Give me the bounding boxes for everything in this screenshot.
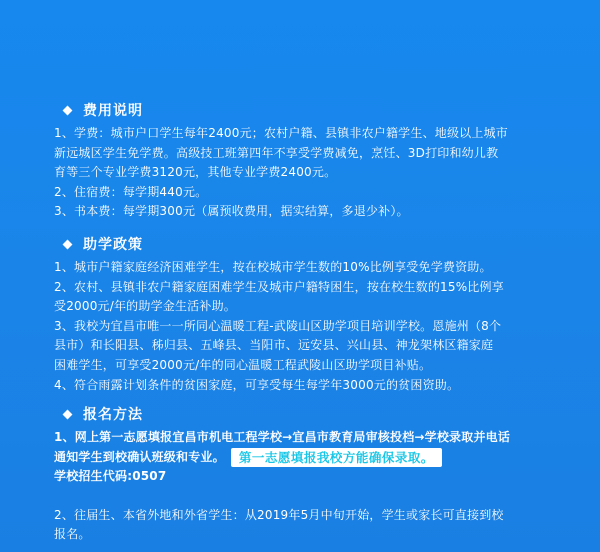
school-code: 学校招生代码:0507 <box>54 469 167 484</box>
aid-line: 3、我校为宜昌市唯一一所同心温暖工程-武陵山区助学项目培训学校。恩施州（8个 <box>54 318 502 333</box>
aid-line: 4、符合雨露计划条件的贫困家庭，可享受每生每学年3000元的贫困资助。 <box>54 377 460 392</box>
fees-line: 育等三个专业学费3120元，其他专业学费2400元。 <box>54 165 337 180</box>
aid-line: 困难学生，可享受2000元/年的同心温暖工程武陵山区助学项目补贴。 <box>54 357 432 372</box>
aid-line: 2、农村、县镇非农户籍家庭困难学生及城市户籍特困生，按在校生数的15%比例享 <box>54 279 504 294</box>
aid-section <box>54 234 574 395</box>
fees-line: 1、学费：城市户口学生每年2400元；农村户籍、县镇非农户籍学生、地级以上城市 <box>54 126 508 140</box>
aid-line: 县市）和长阳县、秭归县、五峰县、当阳市、远安县、兴山县、神龙架林区籍家庭 <box>54 338 494 353</box>
enroll-highlight-row <box>54 448 574 468</box>
diamond-bullet-icon <box>63 239 73 249</box>
fees-title: 费用说明 <box>83 103 143 119</box>
highlight-note: 第一志愿填报我校方能确保录取。 <box>231 448 442 467</box>
enroll-line: 通知学生到校确认班级和专业。 <box>54 449 225 464</box>
diamond-bullet-icon <box>63 105 73 115</box>
enroll-header <box>54 404 574 424</box>
fees-section <box>54 100 574 222</box>
diamond-bullet-icon <box>63 409 73 419</box>
aid-title: 助学政策 <box>83 237 143 253</box>
fees-line: 新远城区学生免学费。高级技工班第四年不享受学费减免，烹饪、3D打印和幼儿教 <box>54 145 499 160</box>
fees-line: 2、住宿费：每学期440元。 <box>54 184 208 199</box>
enroll-section <box>54 404 574 545</box>
enroll-line: 2、往届生、本省外地和外省学生：从2019年5月中旬开始，学生或家长可直接到校 <box>54 507 504 522</box>
enroll-title: 报名方法 <box>83 407 143 423</box>
aid-line: 1、城市户籍家庭经济困难学生，按在校城市学生数的10%比例享受免学费资助。 <box>54 260 492 274</box>
aid-line: 受2000元/年的助学金生活补助。 <box>54 299 236 314</box>
fees-line: 3、书本费：每学期300元（属预收费用，据实结算，多退少补）。 <box>54 204 409 219</box>
aid-header <box>54 234 574 254</box>
enroll-line: 1、网上第一志愿填报宜昌市机电工程学校→宜昌市教育局审核投档→学校录取并电话 <box>54 430 511 444</box>
enroll-line: 报名。 <box>54 527 91 542</box>
spacer <box>54 487 574 506</box>
fees-header <box>54 100 574 120</box>
